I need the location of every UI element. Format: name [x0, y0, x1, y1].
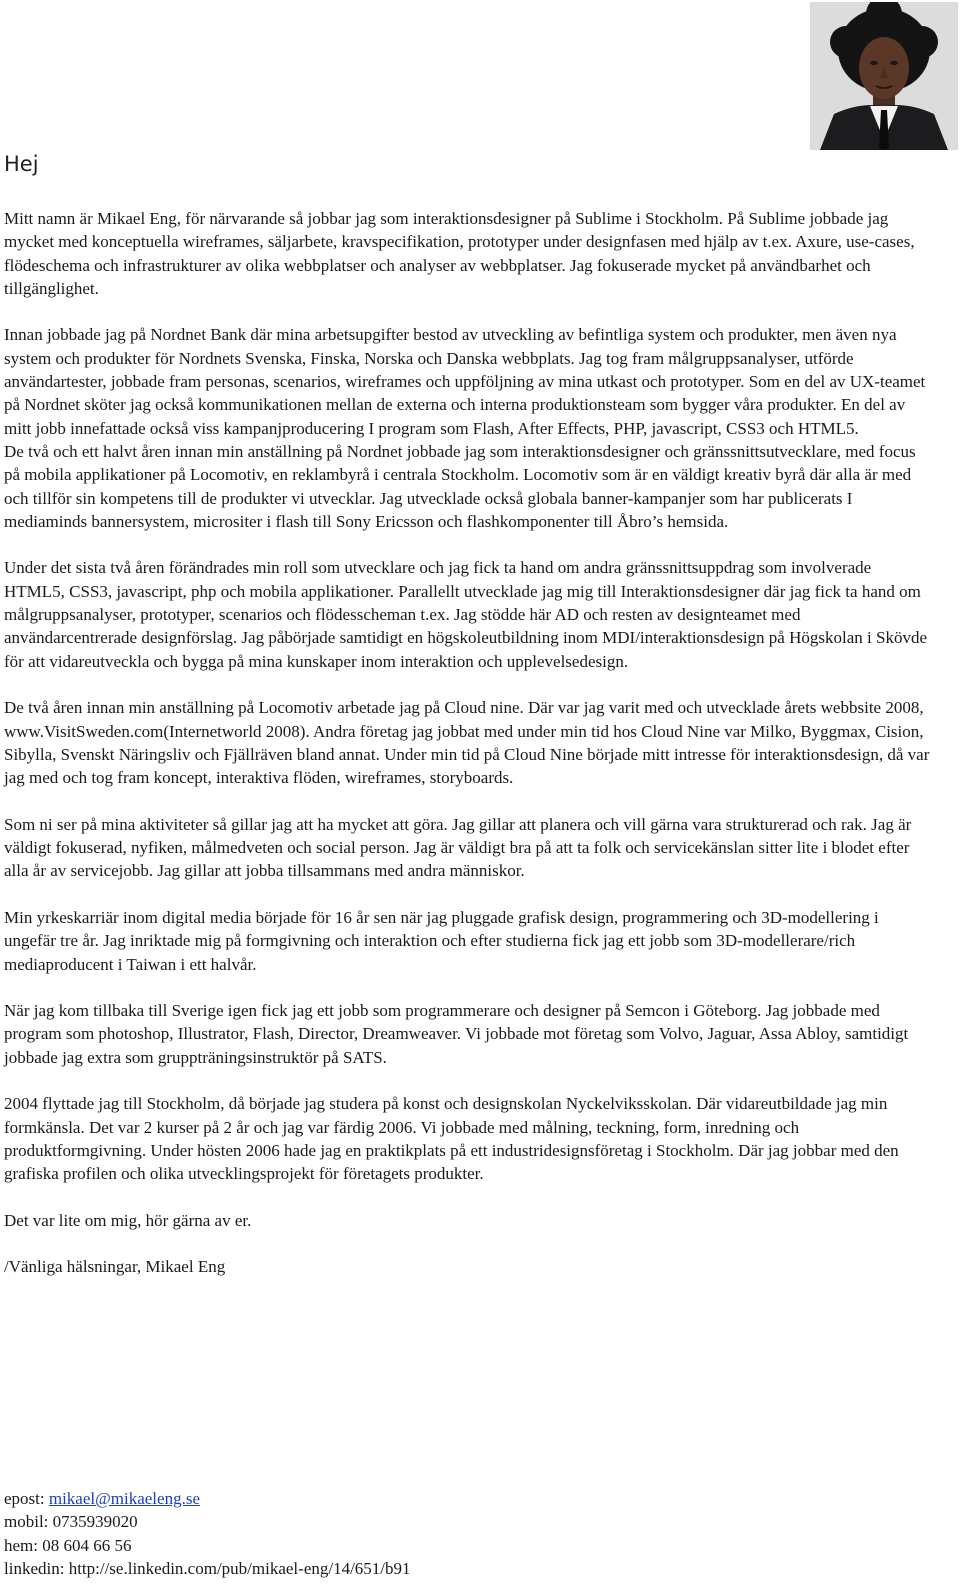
contact-home-phone: hem: 08 604 66 56: [4, 1535, 132, 1555]
paragraph-stockholm-studies: 2004 flyttade jag till Stockholm, då började jag studera på konst och designskolan Nyckelviksskolan. Där vidareutbildade jag min formkänsla. Det var 2 kurser på 2 år och jag var färdig 2006. Vi jobbade med målning, teckning, form, inredning och produktformgivning. Under hösten 2006 hade jag en praktikplats på ett industridesignsföretag i Stockholm. Där jag jobbar med den grafiska profilen och olika utvecklingsprojekt för företagets produkter.: [4, 1094, 899, 1184]
email-link[interactable]: mikael@mikaeleng.se: [48, 1489, 200, 1508]
paragraph-role-change: Under det sista två åren förändrades min roll som utvecklare och jag fick ta hand om andra gränssnittsuppdrag som involverade HTML5, CSS3, javascript, php och mobila applikationer. Parallellt utvecklade jag mig till Interaktionsdesigner där jag fick ta hand om målgruppsanalyser, prototyper, scenarios och flödesscheman t.ex. Jag stödde här AD och resten av designteamet med användarcentrerade designförslag. Jag påbörjade samtidigt en högskoleutbildning inom MDI/interaktionsdesign på Högskolan i Skövde för att vidareutveckla och bygga på mina kunskaper inom interaktion och upplevelsedesign.: [4, 558, 927, 671]
contact-mobile: mobil: 0735939020: [4, 1512, 138, 1532]
paragraph-current-role: Mitt namn är Mikael Eng, för närvarande så jobbar jag som interaktionsdesigner på Sublime i Stockholm. På Sublime jobbade jag mycket med konceptuella wireframes, säljarbete, kravspecifikation, prototyper under designfasen med hjälp av t.ex. Axure, use-cases, flödeschema och infrastrukturer av olika webbplatser och analyser av webbplatser. Jag fokuserade mycket på användbarhet och tillgänglighet.: [4, 209, 915, 298]
paragraph-personality: Som ni ser på mina aktiviteter så gillar jag att ha mycket att göra. Jag gillar att planera och vill gärna vara strukturerad och rak. Jag är väldigt fokuserad, nyfiken, målmedveten och social person. Jag är väldigt bra på att ta folk och servicekänslan sitter lite i blodet efter alla år av servicejobb. Jag gillar att jobba tillsammans med andra människor.: [4, 814, 912, 881]
paragraph-career-start: Min yrkeskarriär inom digital media började för 16 år sen när jag pluggade grafisk design, programmering och 3D-modellering i ungefär tre år. Jag inriktade mig på formgivning och interaktion och efter studierna fick jag ett jobb som 3D-modellerare/rich mediaproducent i Taiwan i ett halvår.: [4, 907, 879, 974]
portrait-image: [810, 2, 958, 150]
email-label: epost:: [4, 1489, 49, 1508]
profile-photo: [810, 2, 958, 150]
paragraph-semcon: När jag kom tillbaka till Sverige igen fick jag ett jobb som programmerare och designer på Semcon i Göteborg. Jag jobbade med program som photoshop, Illustrator, Flash, Director, Dreamweaver. Vi jobbade mot företag som Volvo, Jaguar, Assa Abloy, samtidigt jobbade jag extra som gruppträningsinstruktör på SATS.: [4, 1001, 909, 1067]
paragraph-locomotiv: De två och ett halvt åren innan min anställning på Nordnet jobbade jag som interaktionsdesigner och gränssnittsutvecklare, med focus på mobila applikationer på Locomotiv, en reklambyrå i centrala Stockholm. Locomotiv som är en väldigt kreativ byrå där alla är med och tillför sin kompetens till de produkter vi utvecklar. Jag utvecklade också globala banner-kampanjer som har publicerats I mediaminds bannersystem, micrositer i flash till Sony Ericsson och flashkomponenter till Åbro’s hemsida.: [4, 441, 916, 531]
contact-email-line: [4, 1487, 411, 1510]
contact-linkedin: linkedin: http://se.linkedin.com/pub/mikael-eng/14/651/b91: [4, 1558, 411, 1578]
paragraph-closing: Det var lite om mig, hör gärna av er.: [4, 1210, 252, 1230]
greeting-heading: Hej: [4, 152, 39, 176]
paragraph-nordnet: Innan jobbade jag på Nordnet Bank där mina arbetsupgifter bestod av utveckling av befintliga system och produkter, men även nya system och produkter för Nordnets Svenska, Finska, Norska och Danska webbplats. Jag tog fram målgruppsanalyser, utförde användartester, jobbade fram personas, scenarios, wireframes och uppföljning av mina utkast och prototyper. Som en del av UX-teamet på Nordnet sköter jag också kommunikationen mellan de externa och interna produktionsteam som bygger våra produkter. En del av mitt jobb innefattade också viss kampanjproducering I program som Flash, After Effects, PHP, javascript, CSS3 och HTML5.: [4, 325, 926, 438]
paragraph-signature: /Vänliga hälsningar, Mikael Eng: [4, 1257, 226, 1277]
paragraph-cloud-nine: De två åren innan min anställning på Locomotiv arbetade jag på Cloud nine. Där var jag varit med och utvecklade årets webbsite 2008, www.VisitSweden.com(Internetworld 2008). Andra företag jag jobbat med under min tid hos Cloud Nine var Milko, Byggmax, Cision, Sibylla, Svenskt Näringsliv och Fjällräven bland annat. Under min tid på Cloud Nine började mitt intresse för interaktionsdesign, då var jag med och tog fram koncept, interaktiva flöden, wireframes, storyboards.: [4, 698, 930, 788]
contact-info: [4, 1487, 411, 1580]
letter-body: [4, 207, 934, 1302]
